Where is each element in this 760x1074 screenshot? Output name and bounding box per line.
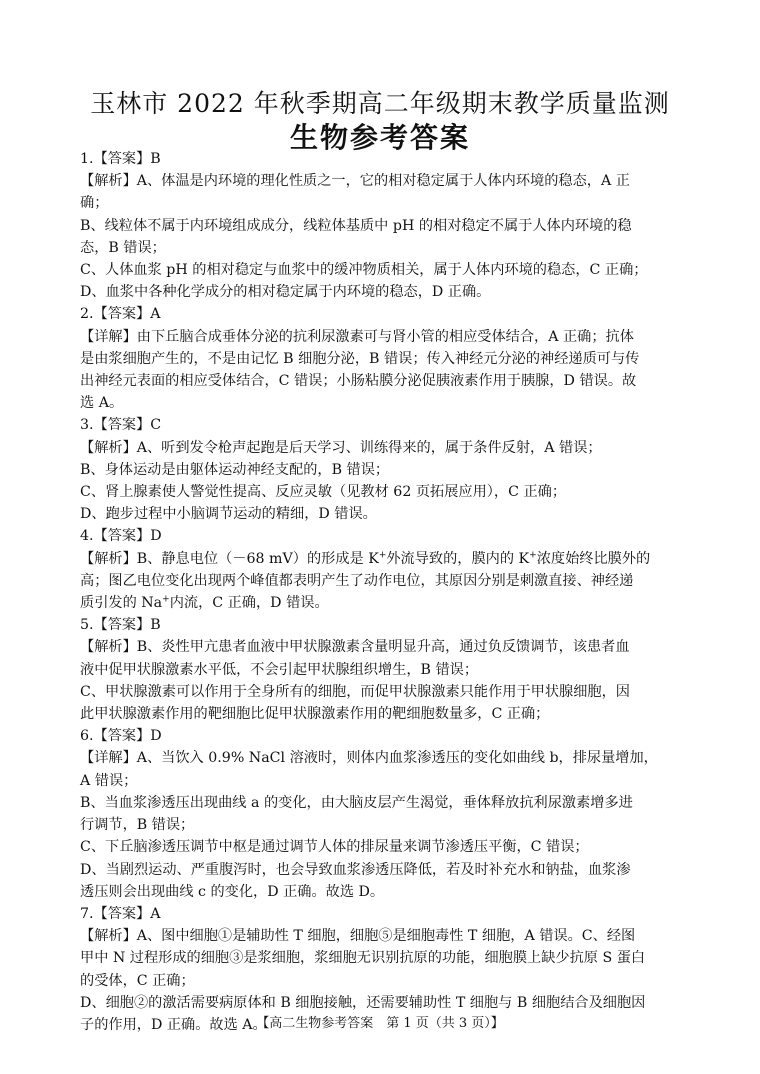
text-segment: 浓度始终比膜外的 bbox=[536, 550, 651, 567]
explanation-line: D、血浆中各种化学成分的相对稳定属于内环境的稳态，D 正确。 bbox=[80, 284, 491, 301]
explanation-line: C、肾上腺素使人警觉性提高、反应灵敏（见教材 62 页拓展应用），C 正确； bbox=[80, 484, 567, 501]
text-segment: 内流，C 正确，D 错误。 bbox=[169, 595, 329, 612]
superscript-plus: + bbox=[162, 594, 170, 605]
explanation-line: 【解析】B、炎性甲亢患者血液中甲状腺激素含量明显升高，通过负反馈调节，该患者血 bbox=[80, 639, 630, 656]
explanation-line: D、细胞②的激活需要病原体和 B 细胞接触，还需要辅助性 T 细胞与 B 细胞结合及细胞因 bbox=[80, 994, 646, 1011]
explanation-line: 甲中 N 过程形成的细胞③是浆细胞，浆细胞无识别抗原的功能，细胞膜上缺少抗原 S 蛋白 bbox=[80, 950, 646, 967]
explanation-line: B、当血浆渗透压出现曲线 a 的变化，由大脑皮层产生渴觉，垂体释放抗利尿激素增多进 bbox=[80, 794, 633, 811]
explanation-line: 行调节，B 错误； bbox=[80, 817, 195, 834]
explanation-line: 高；图乙电位变化出现两个峰值都表明产生了动作电位，其原因分别是刺激直接、神经递 bbox=[80, 572, 634, 589]
explanation-line: 【解析】A、体温是内环境的理化性质之一，它的相对稳定属于人体内环境的稳态，A 正 bbox=[80, 173, 630, 190]
explanation-line: C、甲状腺激素可以作用于全身所有的细胞，而促甲状腺激素只能作用于甲状腺细胞，因 bbox=[80, 683, 630, 700]
explanation-line: A 错误； bbox=[80, 772, 138, 789]
explanation-line: 是由浆细胞产生的，不是由记忆 B 细胞分泌，B 错误；传入神经元分泌的神经递质可与传 bbox=[80, 350, 640, 367]
explanation-line: 此甲状腺激素作用的靶细胞比促甲状腺激素作用的靶细胞数量多，C 正确； bbox=[80, 706, 550, 723]
explanation-line: 子的作用，D 正确。故选 A。 bbox=[80, 1016, 267, 1033]
explanation-line: B、线粒体不属于内环境组成成分，线粒体基质中 pH 的相对稳定不属于人体内环境的稳 bbox=[80, 217, 632, 234]
explanation-line: 【解析】A、听到发令枪声起跑是后天学习、训练得来的，属于条件反射，A 错误； bbox=[80, 439, 602, 456]
explanation-line: C、下丘脑渗透压调节中枢是通过调节人体的排尿量来调节渗透压平衡，C 错误； bbox=[80, 839, 589, 856]
exam-title: 玉林市 2022 年秋季期高二年级期末教学质量监测 bbox=[90, 89, 670, 118]
explanation-line: 液中促甲状腺激素水平低，不会引起甲状腺组织增生，B 错误； bbox=[80, 661, 479, 678]
answer-content bbox=[80, 148, 680, 1036]
answer-line: 6.【答案】D bbox=[80, 728, 162, 745]
explanation-line: 透压则会出现曲线 c 的变化，D 正确。故选 D。 bbox=[80, 883, 385, 900]
text-segment: 质引发的 Na bbox=[80, 595, 163, 612]
answer-line: 3.【答案】C bbox=[80, 417, 162, 434]
page-footer: 【高二生物参考答案 第 1 页（共 3 页）】 bbox=[256, 1016, 504, 1031]
answer-line: 7.【答案】A bbox=[80, 905, 161, 922]
answer-line: 1.【答案】B bbox=[80, 151, 161, 167]
explanation-line: B、身体运动是由躯体运动神经支配的，B 错误； bbox=[80, 461, 390, 478]
explanation-line: 【详解】A、当饮入 0.9% NaCl 溶液时，则体内血浆渗透压的变化如曲线 b，排尿量增加， bbox=[80, 750, 658, 767]
explanation-line: 的受体，C 正确； bbox=[80, 972, 195, 989]
explanation-line: D、当剧烈运动、严重腹泻时，也会导致血浆渗透压降低，若及时补充水和钠盐，血浆渗 bbox=[80, 861, 631, 878]
explanation-line: 确； bbox=[80, 195, 109, 212]
explanation-line: 出神经元表面的相应受体结合，C 错误；小肠粘膜分泌促胰液素作用于胰腺，D 错误。故 bbox=[80, 373, 637, 390]
text-segment: 【解析】B、静息电位（－68 mV）的形成是 K bbox=[80, 550, 379, 567]
text-segment: 外流导致的，膜内的 K bbox=[386, 550, 530, 567]
explanation-line: 【详解】由下丘脑合成垂体分泌的抗利尿激素可与肾小管的相应受体结合，A 正确；抗体 bbox=[80, 328, 634, 345]
explanation-line: D、跑步过程中小脑调节运动的精细，D 错误。 bbox=[80, 506, 377, 523]
document-title: 生物参考答案 bbox=[289, 121, 470, 154]
explanation-line bbox=[80, 548, 680, 570]
answer-line: 2.【答案】A bbox=[80, 306, 161, 323]
explanation-line: C、人体血浆 pH 的相对稳定与血浆中的缓冲物质相关，属于人体内环境的稳态，C 正确； bbox=[80, 262, 648, 279]
explanation-line: 态，B 错误； bbox=[80, 239, 166, 256]
superscript-plus: + bbox=[378, 549, 387, 560]
superscript-plus: + bbox=[529, 549, 537, 560]
explanation-line bbox=[80, 592, 680, 614]
explanation-line: 选 A。 bbox=[80, 395, 124, 412]
answer-line: 4.【答案】D bbox=[80, 528, 162, 545]
answer-line: 5.【答案】B bbox=[80, 617, 161, 634]
explanation-line: 【解析】A、图中细胞①是辅助性 T 细胞，细胞⑤是细胞毒性 T 细胞，A 错误。C、经图 bbox=[80, 928, 636, 945]
